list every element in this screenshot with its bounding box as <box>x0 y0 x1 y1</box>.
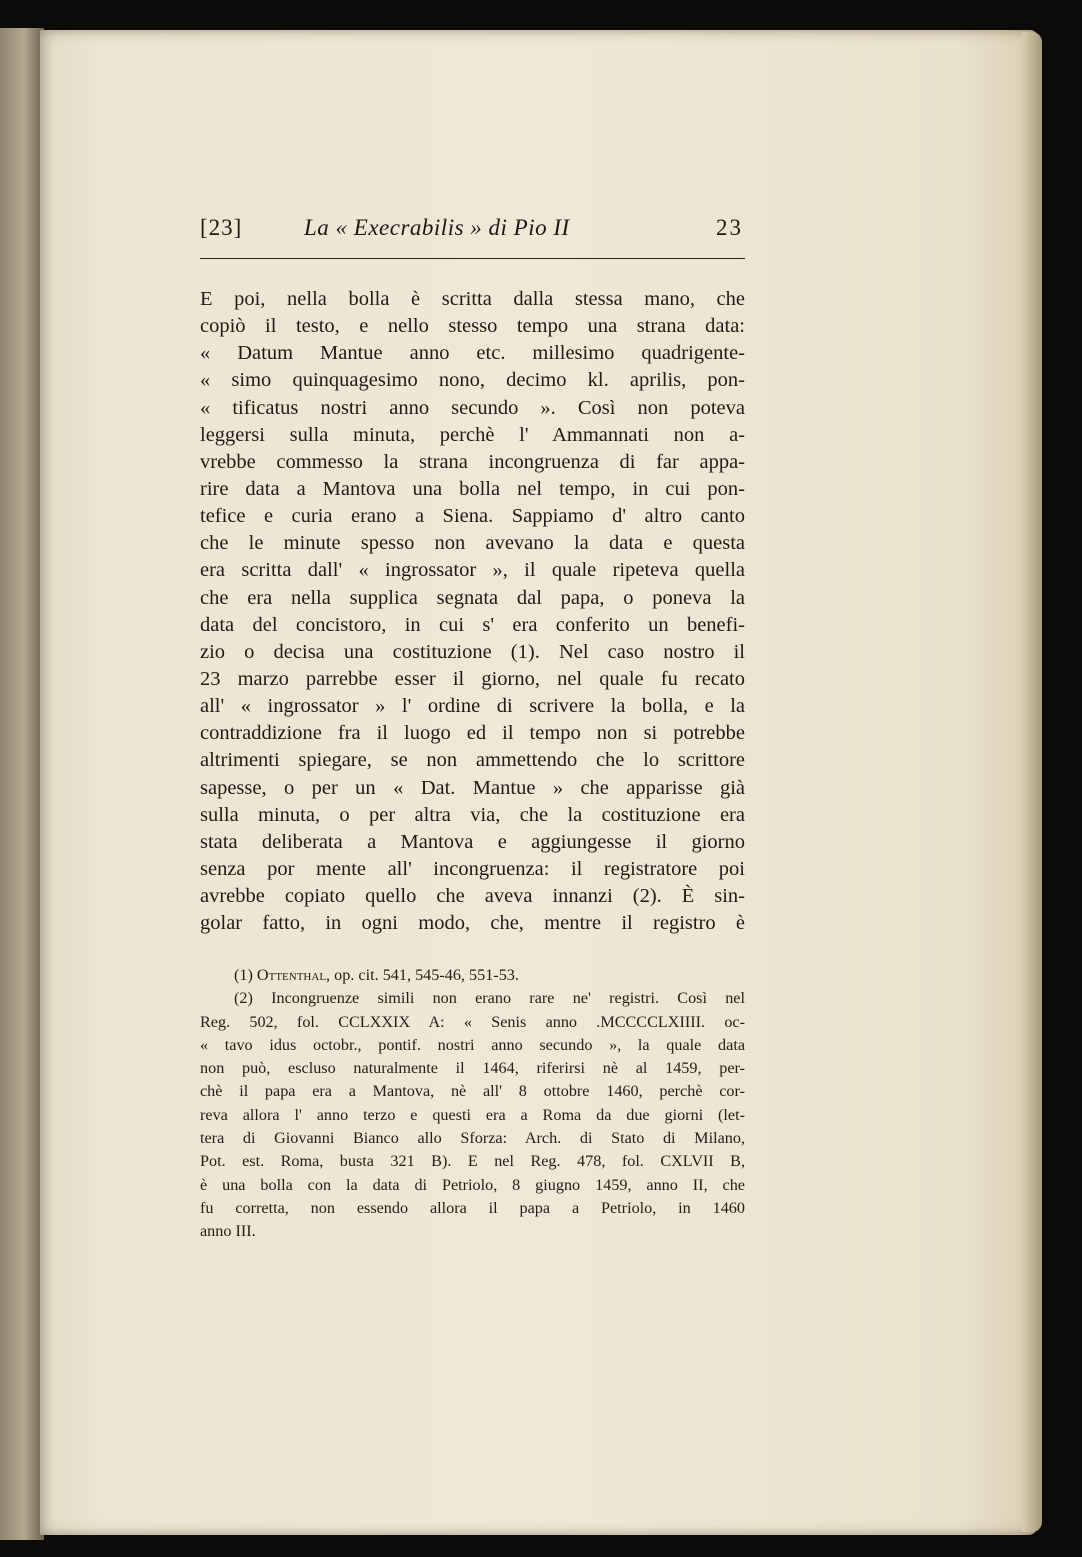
text-line: vrebbe commesso la strana incongruenza di far appa- <box>200 450 745 473</box>
footnote-2-line: anno III. <box>200 1222 256 1241</box>
header-rule <box>200 258 745 259</box>
text-line: che le minute spesso non avevano la data e questa <box>200 532 745 555</box>
footnote-1 <box>200 964 745 987</box>
text-line: copiò il testo, e nello stesso tempo una strana data: <box>200 315 745 338</box>
text-line: 23 marzo parrebbe esser il giorno, nel quale fu recato <box>200 667 745 690</box>
header-title: La « Execrabilis » di Pio II <box>304 215 570 240</box>
text-line: sapesse, o per un « Dat. Mantue » che apparisse già <box>200 776 745 799</box>
footnote-2-line: Pot. est. Roma, busta 321 B). E nel Reg. 478, fol. CXLVII B, <box>200 1152 745 1171</box>
footnote-2-line: Reg. 502, fol. CCLXXIX A: « Senis anno .MCCCCLXIIII. oc- <box>200 1012 745 1031</box>
running-header <box>200 215 745 249</box>
footnote-1-number: (1) <box>234 966 253 984</box>
text-line: sulla minuta, o per altra via, che la costituzione era <box>200 803 745 826</box>
footnote-2-line: reva allora l' anno terzo e questi era a Roma da due giorni (let- <box>200 1105 745 1124</box>
text-line: all' « ingrossator » l' ordine di scrivere la bolla, e la <box>200 695 745 718</box>
footnotes <box>200 964 745 1244</box>
footnote-1-author: Ottenthal <box>256 966 327 984</box>
header-bracket-page-number: [23] <box>200 215 243 240</box>
text-line: stata deliberata a Mantova e aggiungesse il giorno <box>200 830 745 853</box>
footnote-2-line: (2) Incongruenze simili non erano rare ne' registri. Così nel <box>234 989 745 1008</box>
page-number: 23 <box>716 215 743 240</box>
page-edge-fold <box>1022 32 1042 1532</box>
footnote-2-line: è una bolla con la data di Petriolo, 8 giugno 1459, anno II, che <box>200 1175 745 1194</box>
footnote-2-line: chè il papa era a Mantova, nè all' 8 ottobre 1460, perchè cor- <box>200 1082 745 1101</box>
text-line: altrimenti spiegare, se non ammettendo che lo scrittore <box>200 749 745 772</box>
text-line: golar fatto, in ogni modo, che, mentre il registro è <box>200 912 745 935</box>
text-line: rire data a Mantova una bolla nel tempo, in cui pon- <box>200 477 745 500</box>
text-line: tefice e curia erano a Siena. Sappiamo d' altro canto <box>200 505 745 528</box>
text-line: zio o decisa una costituzione (1). Nel caso nostro il <box>200 640 745 663</box>
text-line: « Datum Mantue anno etc. millesimo quadrigente- <box>200 342 745 365</box>
footnote-2-line: non può, escluso naturalmente il 1464, riferirsi nè al 1459, per- <box>200 1059 745 1078</box>
text-line: « tificatus nostri anno secundo ». Così non poteva <box>200 396 745 419</box>
main-text <box>200 286 745 937</box>
text-line: che era nella supplica segnata dal papa, o poneva la <box>200 586 745 609</box>
text-line: data del concistoro, in cui s' era conferito un benefi- <box>200 613 745 636</box>
footnote-1-text: , op. cit. 541, 545-46, 551-53. <box>326 966 519 984</box>
footnote-2-line: tera di Giovanni Bianco allo Sforza: Arch. di Stato di Milano, <box>200 1129 745 1148</box>
text-line: senza por mente all' incongruenza: il registratore poi <box>200 857 745 880</box>
text-line: era scritta dall' « ingrossator », il quale ripeteva quella <box>200 559 745 582</box>
text-line: leggersi sulla minuta, perchè l' Ammannati non a- <box>200 423 745 446</box>
previous-page-edge <box>0 28 44 1540</box>
footnote-2-line: « tavo idus octobr., pontif. nostri anno secundo », la quale data <box>200 1035 745 1054</box>
text-line: E poi, nella bolla è scritta dalla stessa mano, che <box>200 288 745 310</box>
footnote-2-line: fu corretta, non essendo allora il papa a Petriolo, in 1460 <box>200 1198 745 1217</box>
text-line: avrebbe copiato quello che aveva innanzi (2). È sin- <box>200 885 745 908</box>
text-line: « simo quinquagesimo nono, decimo kl. aprilis, pon- <box>200 369 745 392</box>
text-line: contraddizione fra il luogo ed il tempo non si potrebbe <box>200 722 745 745</box>
